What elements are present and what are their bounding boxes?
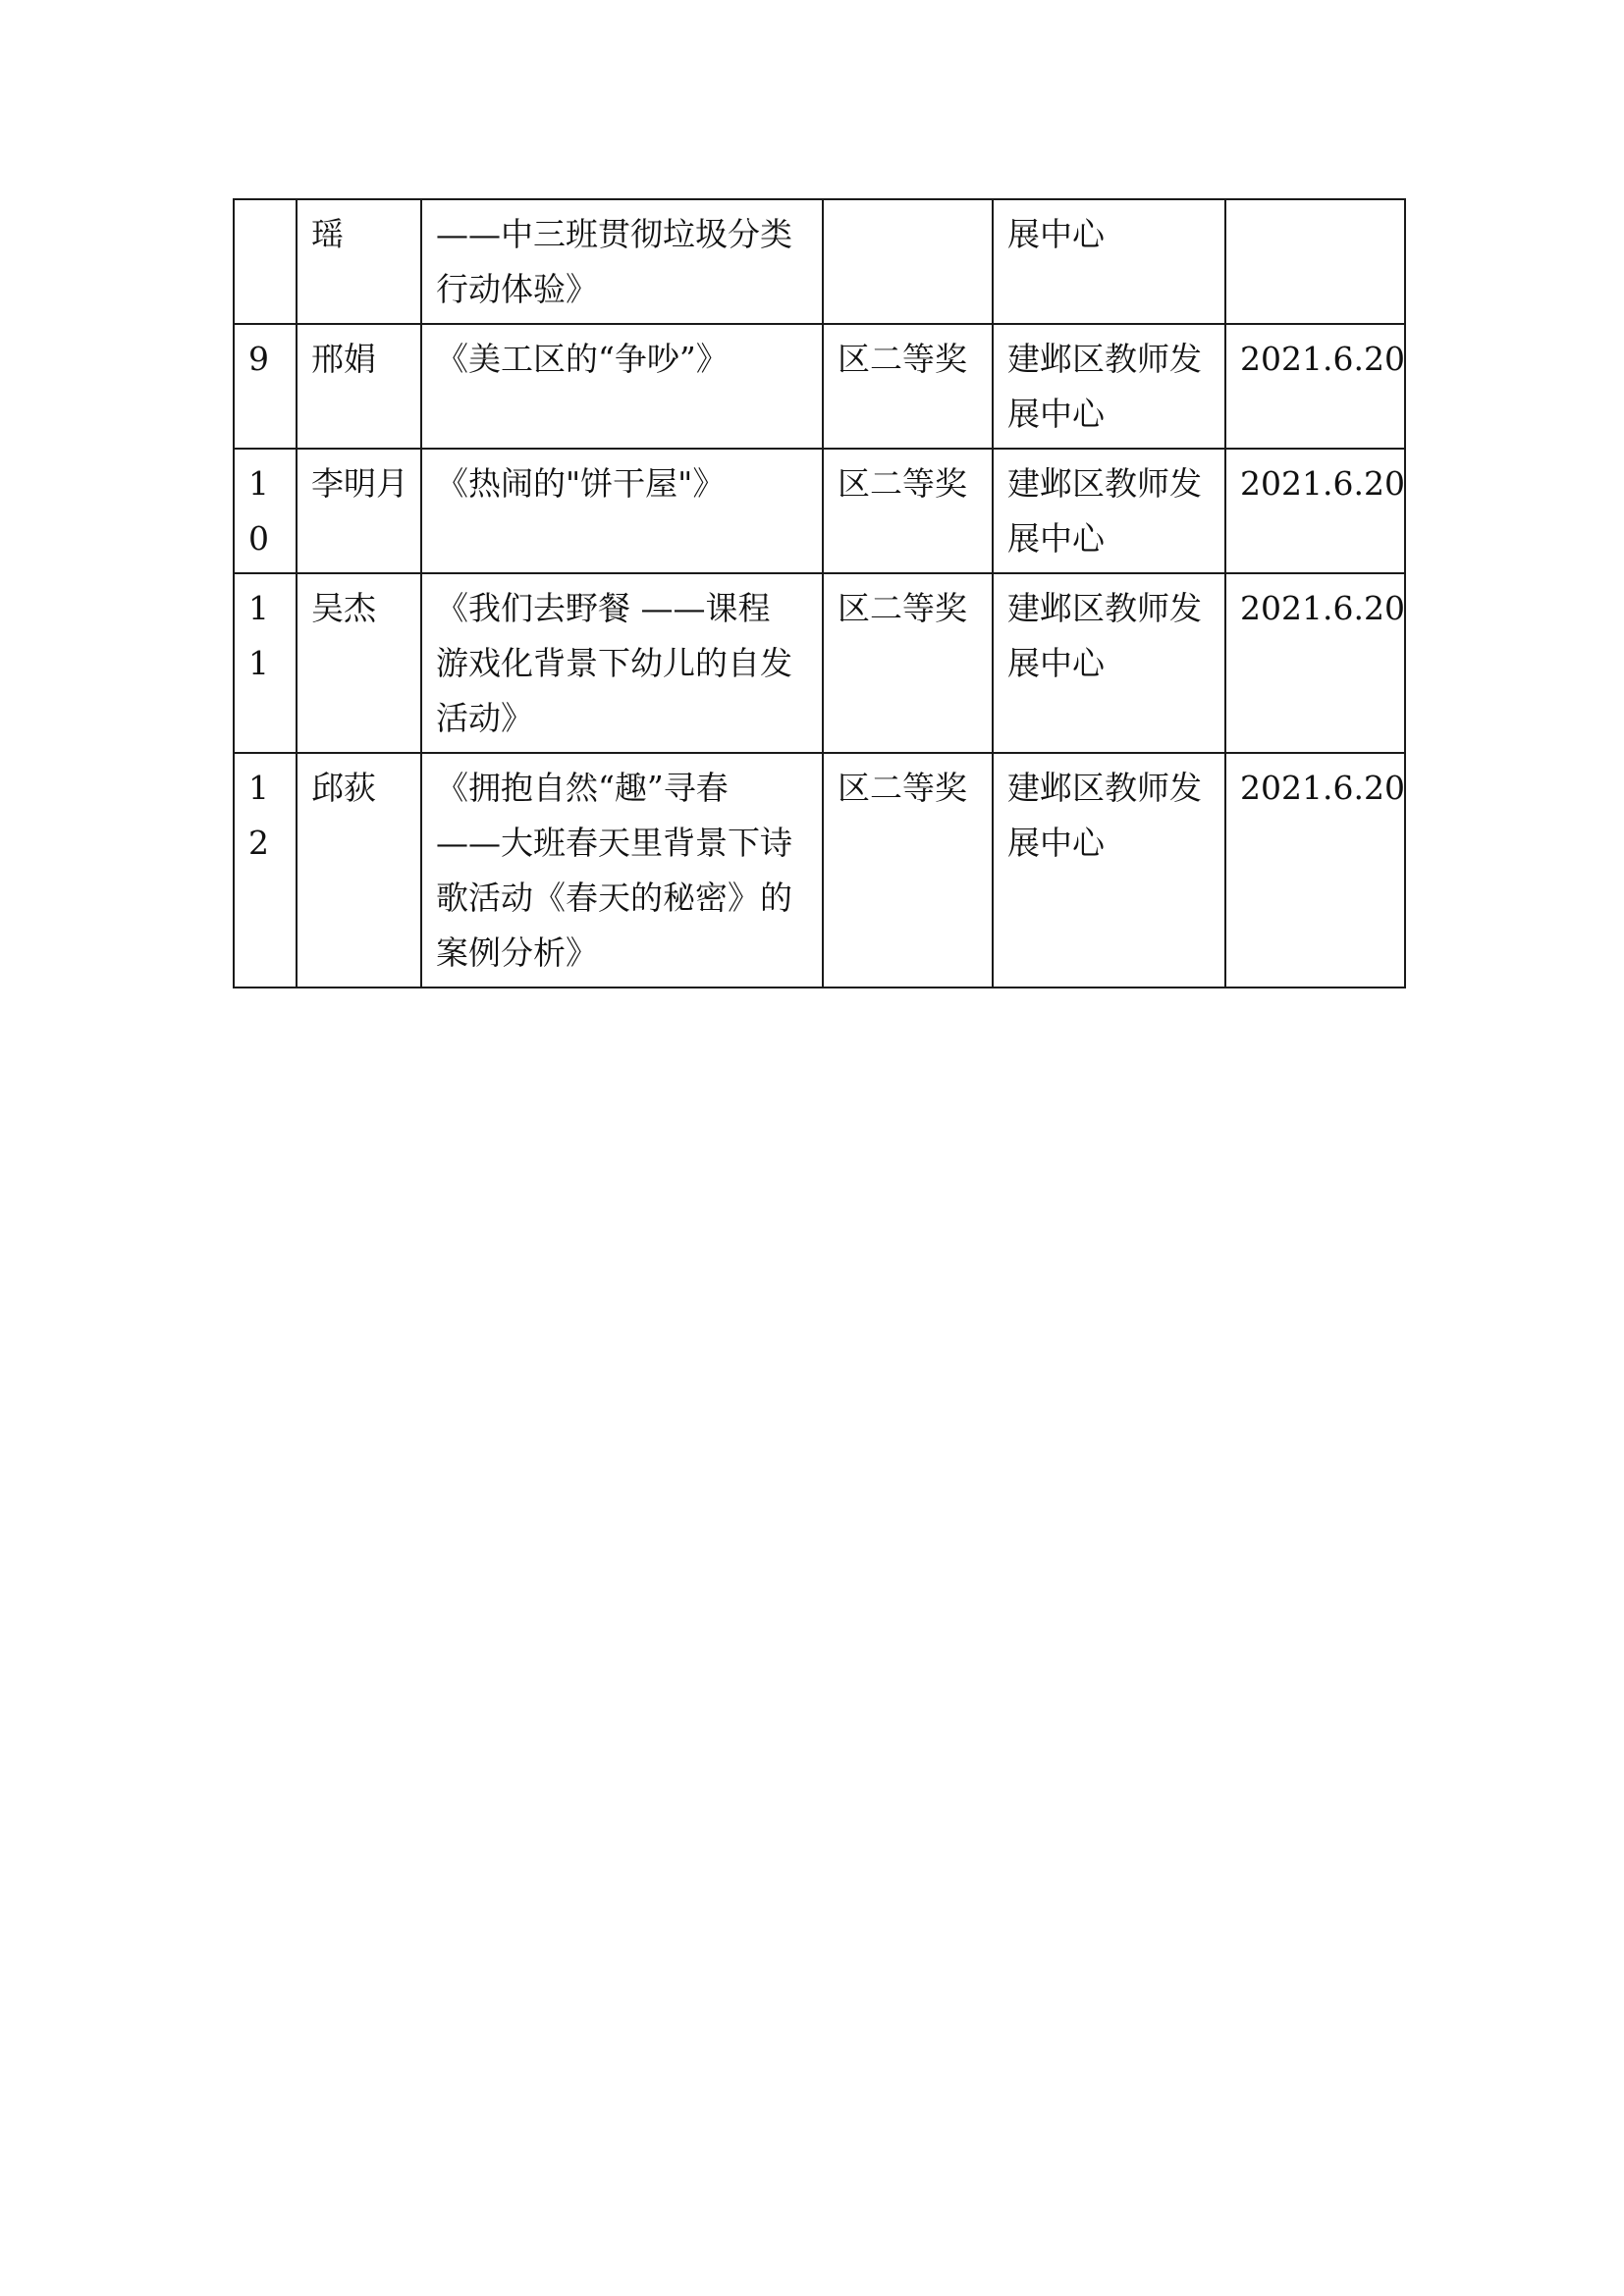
issuer-line: 展中心 [1007,395,1105,433]
awards-table [233,198,1406,988]
issuer-line: 建邺区教师发 [1007,464,1202,503]
cell-award [823,199,993,324]
title-line: 《美工区的“争吵”》 [436,340,729,378]
cell-award: 区二等奖 [823,449,993,573]
issuer-line: 展中心 [1007,824,1105,862]
table-row [234,573,1405,753]
title-line: 活动》 [436,699,533,737]
title-line: 《拥抱自然“趣”寻春 [436,769,729,807]
cell-title [421,449,823,573]
title-line: 游戏化背景下幼儿的自发 [436,644,792,682]
cell-date: 2021.6.20 [1225,753,1405,988]
title-line: ——中三班贯彻垃圾分类 [436,215,792,253]
table-row [234,199,1405,324]
cell-number: 9 [234,324,297,449]
cell-issuer [993,449,1225,573]
cell-title [421,753,823,988]
title-line: 《热闹的"饼干屋"》 [436,464,726,503]
cell-award: 区二等奖 [823,324,993,449]
title-line: 歌活动《春天的秘密》的 [436,879,792,917]
cell-title [421,324,823,449]
cell-name: 邱荻 [297,753,421,988]
title-line: ——大班春天里背景下诗 [436,824,792,862]
cell-number: 11 [234,573,297,753]
cell-date: 2021.6.20 [1225,449,1405,573]
cell-title [421,199,823,324]
table-row [234,753,1405,988]
cell-name: 吴杰 [297,573,421,753]
table-row [234,324,1405,449]
cell-issuer [993,573,1225,753]
cell-issuer [993,753,1225,988]
cell-title [421,573,823,753]
title-line: 案例分析》 [436,934,598,972]
cell-name: 李明月 [297,449,421,573]
cell-issuer [993,199,1225,324]
cell-date: 2021.6.20 [1225,573,1405,753]
title-line: 《我们去野餐 ——课程 [436,589,771,627]
cell-date [1225,199,1405,324]
cell-number: 10 [234,449,297,573]
cell-date: 2021.6.20 [1225,324,1405,449]
cell-number [234,199,297,324]
cell-issuer [993,324,1225,449]
issuer-line: 展中心 [1007,519,1105,558]
issuer-line: 展中心 [1007,215,1105,253]
cell-name: 邢娟 [297,324,421,449]
issuer-line: 建邺区教师发 [1007,340,1202,378]
cell-name: 瑶 [297,199,421,324]
cell-number: 12 [234,753,297,988]
issuer-line: 建邺区教师发 [1007,589,1202,627]
table-row [234,449,1405,573]
cell-award: 区二等奖 [823,753,993,988]
title-line: 行动体验》 [436,270,598,308]
cell-award: 区二等奖 [823,573,993,753]
issuer-line: 建邺区教师发 [1007,769,1202,807]
issuer-line: 展中心 [1007,644,1105,682]
